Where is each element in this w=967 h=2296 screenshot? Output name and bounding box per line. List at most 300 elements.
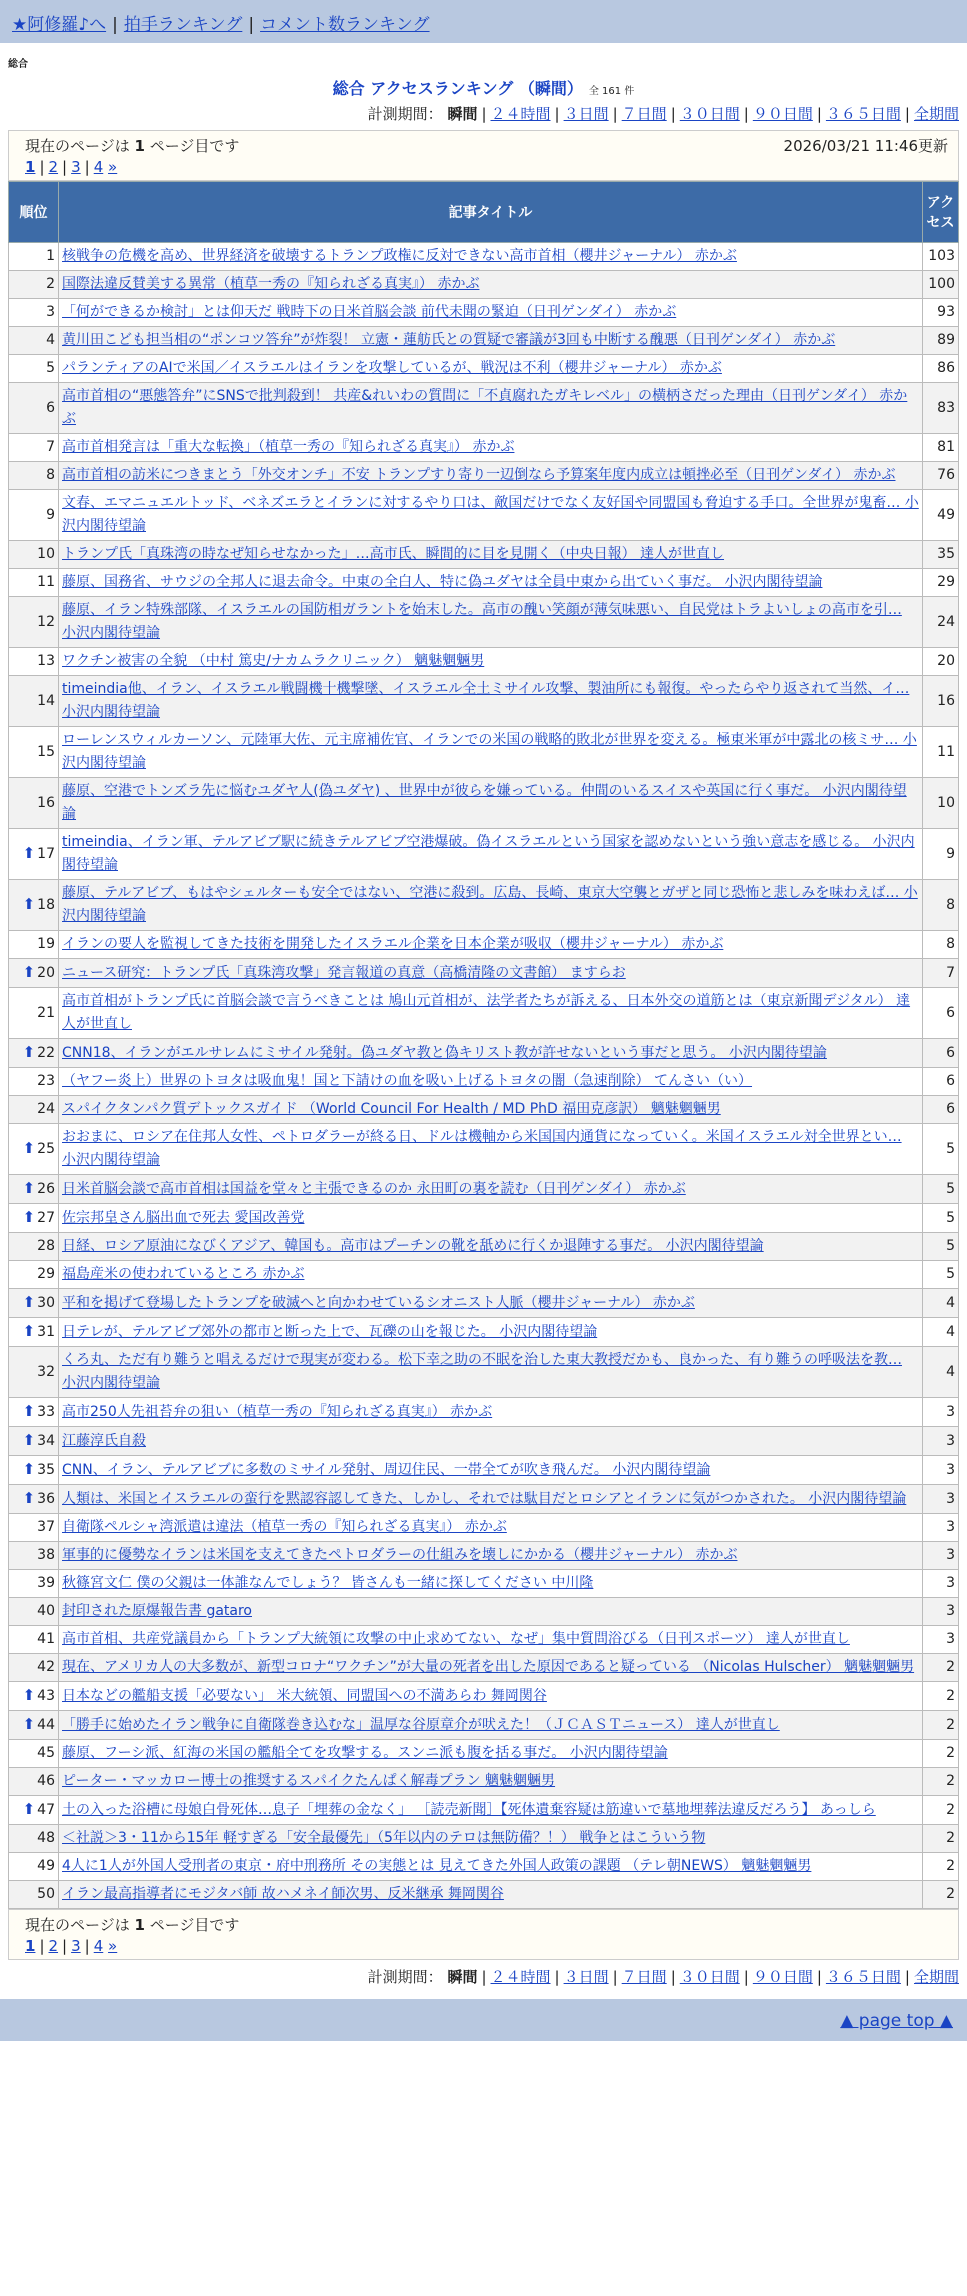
table-row <box>9 1124 959 1175</box>
article-link[interactable]: 日テレが、テルアビブ郊外の都市と断った上で、瓦礫の山を報じた。 小沢内閣待望論 <box>62 1323 598 1340</box>
table-row <box>9 1542 959 1570</box>
page-top-link[interactable]: ▲ page top ▲ <box>840 2011 953 2031</box>
rank-cell <box>9 1853 59 1881</box>
rank-number: 37 <box>37 1519 55 1535</box>
rank-up-icon: ⬆ <box>22 1402 36 1420</box>
title-cell <box>59 541 923 569</box>
rank-number: 24 <box>37 1101 55 1117</box>
period-option[interactable]: ７日間 <box>621 1968 667 1986</box>
table-row <box>9 1825 959 1853</box>
table-row <box>9 1853 959 1881</box>
article-link[interactable]: 藤原、空港でトンズラ先に悩むユダヤ人(偽ユダヤ) 、世界中が彼らを嫌っている。仲間のいるスイスや英国に行く事だ。 小沢内閣待望論 <box>62 783 907 822</box>
page-link[interactable]: 3 <box>71 1937 81 1955</box>
article-link[interactable]: （ヤフー炎上）世界のトヨタは吸血鬼！国と下請けの血を吸い上げるトヨタの闇（急速削除） てんさい（い） <box>62 1073 753 1089</box>
access-count: 10 <box>923 778 959 829</box>
rank-number: 29 <box>37 1266 55 1282</box>
page-info-bottom <box>9 1910 958 1935</box>
access-count: 2 <box>923 1853 959 1881</box>
page-info <box>9 131 958 156</box>
updated-timestamp: 2026/03/21 11:46更新 <box>783 137 948 155</box>
table-row <box>9 541 959 569</box>
title-cell <box>59 1598 923 1626</box>
rank-cell <box>9 1654 59 1682</box>
article-link[interactable]: CNN18、イランがエルサレムにミサイル発射。偽ユダヤ教と偽キリスト教が許せないという事だと思う。 小沢内閣待望論 <box>62 1044 827 1061</box>
article-link[interactable]: 佐宗邦皇さん脳出血で死去 愛国改善党 <box>62 1209 305 1226</box>
period-option[interactable]: 全期間 <box>913 105 959 123</box>
article-link[interactable]: 秋篠宮文仁 僕の父親は一体誰なんでしょう？ 皆さんも一緒に探してください 中川隆 <box>62 1575 594 1591</box>
rank-number: 4 <box>46 332 55 348</box>
rank-cell <box>9 1825 59 1853</box>
article-link[interactable]: ニュース研究：トランプ氏「真珠湾攻撃」発言報道の真意（高橋清隆の文書館） ますらお <box>62 964 626 981</box>
article-link[interactable]: イラン最高指導者にモジタバ師 故ハメネイ師次男、反米継承 舞岡関谷 <box>62 1886 504 1902</box>
rank-cell <box>9 1039 59 1068</box>
rank-number: 13 <box>37 653 55 669</box>
table-row <box>9 988 959 1039</box>
period-option[interactable]: ３６５日間 <box>825 1968 901 1986</box>
access-count: 5 <box>923 1175 959 1204</box>
title-cell <box>59 1881 923 1909</box>
table-row <box>9 434 959 462</box>
article-link[interactable]: 高市首相発言は「重大な転換」（植草一秀の『知られざる真実』） 赤かぶ <box>62 439 515 455</box>
table-row <box>9 1654 959 1682</box>
access-count: 2 <box>923 1825 959 1853</box>
article-link[interactable]: トランプ氏「真珠湾の時なぜ知らせなかった」…高市氏、瞬間的に目を見開く（中央日報） 達人が世直し <box>62 546 725 562</box>
rank-cell <box>9 1233 59 1261</box>
page-link[interactable]: 2 <box>48 158 59 176</box>
rank-number: 23 <box>37 1073 55 1089</box>
title-cell <box>59 1398 923 1427</box>
rank-cell <box>9 1711 59 1740</box>
rank-up-icon: ⬆ <box>22 1139 36 1157</box>
title-cell <box>59 271 923 299</box>
table-row <box>9 1796 959 1825</box>
rank-number: 14 <box>37 692 55 709</box>
next-page-link[interactable]: » <box>108 158 118 176</box>
access-count: 3 <box>923 1427 959 1456</box>
title-cell <box>59 1427 923 1456</box>
rank-up-icon: ⬆ <box>22 1322 36 1340</box>
period-option[interactable]: ２４時間 <box>490 105 551 123</box>
rank-up-icon: ⬆ <box>22 1208 36 1226</box>
table-row <box>9 1485 959 1514</box>
article-link[interactable]: 国際法違反賛美する異常（植草一秀の『知られざる真実』） 赤かぶ <box>62 276 480 292</box>
article-link[interactable]: 封印された原爆報告書 gataro <box>62 1603 252 1619</box>
rank-cell <box>9 1881 59 1909</box>
article-link[interactable]: 4人に1人が外国人受刑者の東京・府中刑務所 その実態とは 見えてきた外国人政策の課題 （テレ朝NEWS） 魑魅魍魎男 <box>62 1858 812 1874</box>
article-link[interactable]: 黄川田こども担当相の“ポンコツ答弁”が炸裂！ 立憲・蓮舫氏との質疑で審議が3回も中断する醜悪（日刊ゲンダイ） 赤かぶ <box>62 332 836 348</box>
table-row <box>9 959 959 988</box>
article-link[interactable]: 高市250人先祖苔弁の狙い（植草一秀の『知られざる真実』） 赤かぶ <box>62 1403 493 1420</box>
access-count: 89 <box>923 327 959 355</box>
rank-cell <box>9 1427 59 1456</box>
access-count: 2 <box>923 1654 959 1682</box>
table-row <box>9 1318 959 1347</box>
access-count: 7 <box>923 959 959 988</box>
page-suffix: ページ目です <box>149 1916 240 1934</box>
access-count: 2 <box>923 1881 959 1909</box>
table-row <box>9 648 959 676</box>
period-option[interactable]: ２４時間 <box>490 1968 551 1986</box>
rank-up-icon: ⬆ <box>22 1293 36 1311</box>
rank-number: 42 <box>37 1659 55 1675</box>
rank-cell <box>9 1096 59 1124</box>
article-link[interactable]: 自衛隊ペルシャ湾派遣は違法（植草一秀の『知られざる真実』） 赤かぶ <box>62 1519 507 1535</box>
pagination-box-bottom <box>8 1909 959 1960</box>
rank-number: 32 <box>37 1363 55 1380</box>
table-row <box>9 299 959 327</box>
title-cell <box>59 1542 923 1570</box>
rank-cell <box>9 434 59 462</box>
table-row <box>9 1204 959 1233</box>
title-cell <box>59 829 923 880</box>
rank-number: 25 <box>37 1141 55 1157</box>
separator: | <box>670 1968 676 1986</box>
article-link[interactable]: 藤原、フーシ派、紅海の米国の艦船全てを攻撃する。スンニ派も腹を括る事だ。 小沢内閣待望論 <box>62 1745 668 1761</box>
separator: | <box>112 15 118 35</box>
period-selector-bottom <box>0 1966 959 1987</box>
title-cell <box>59 1654 923 1682</box>
table-row <box>9 778 959 829</box>
table-row <box>9 383 959 434</box>
table-row <box>9 462 959 490</box>
title-cell <box>59 462 923 490</box>
article-link[interactable]: イランの要人を監視してきた技術を開発したイスラエル企業を日本企業が吸収（櫻井ジャーナル） 赤かぶ <box>62 936 724 952</box>
rank-number: 46 <box>37 1773 55 1789</box>
article-link[interactable]: 高市首相、共産党議員から「トランプ大統領に攻撃の中止求めてない、なぜ」集中質問浴びる（日刊スポーツ） 達人が世直し <box>62 1631 850 1647</box>
title-cell <box>59 1570 923 1598</box>
access-count: 11 <box>923 727 959 778</box>
table-row <box>9 1261 959 1289</box>
title-cell <box>59 1289 923 1318</box>
rank-cell <box>9 271 59 299</box>
article-link[interactable]: 軍事的に優勢なイランは米国を支えてきたペトロダラーの仕組みを壊しにかかる（櫻井ジャーナル） 赤かぶ <box>62 1547 738 1563</box>
title-cell <box>59 931 923 959</box>
article-link[interactable]: 藤原、イラン特殊部隊、イスラエルの国防相ガラントを始末した。高市の醜い笑顔が薄気味悪い、自民党はトラよいしょの高市を引… 小沢内閣待望論 <box>62 602 902 641</box>
article-link[interactable]: 文春、エマニュエルトッド、ベネズエラとイランに対するやり口は、敵国だけでなく友好国や同盟国も脅迫する手口。全世界が鬼畜… 小沢内閣待望論 <box>62 495 919 534</box>
access-count: 20 <box>923 648 959 676</box>
rank-up-icon: ⬆ <box>22 844 36 862</box>
access-count: 83 <box>923 383 959 434</box>
table-header-row <box>9 182 959 243</box>
rank-number: 19 <box>37 936 55 952</box>
category-label: 総合 <box>8 59 28 70</box>
page-link[interactable]: 1 <box>25 158 36 176</box>
access-count: 76 <box>923 462 959 490</box>
period-label: 計測期間： <box>367 105 443 123</box>
table-row <box>9 1598 959 1626</box>
article-link[interactable]: 藤原、テルアビブ、もはやシェルターも安全ではない、空港に殺到。広島、長崎、東京大空襲とガザと同じ恐怖と悲しみを味わえば… 小沢内閣待望論 <box>62 885 918 924</box>
rank-cell <box>9 1347 59 1398</box>
article-link[interactable]: 日本などの艦船支援「必要ない」 米大統領、同盟国への不満あらわ 舞岡関谷 <box>62 1687 547 1704</box>
article-link[interactable]: 高市首相がトランプ氏に首脳会談で言うべきことは 鳩山元首相が、法学者たちが訴える、日本外交の道筋とは（東京新聞デジタル） 達人が世直し <box>62 993 911 1032</box>
title-cell <box>59 1347 923 1398</box>
title-cell <box>59 1096 923 1124</box>
article-link[interactable]: ピーター・マッカロー博士の推奨するスパイクたんぱく解毒プラン 魑魅魍魎男 <box>62 1773 556 1789</box>
title-cell <box>59 959 923 988</box>
access-count: 3 <box>923 1626 959 1654</box>
access-count: 81 <box>923 434 959 462</box>
period-selector <box>0 103 959 124</box>
article-link[interactable]: パランティアのAIで米国／イスラエルはイランを攻撃しているが、戦況は不利（櫻井ジャーナル） 赤かぶ <box>62 360 722 376</box>
rank-cell <box>9 1261 59 1289</box>
access-count: 86 <box>923 355 959 383</box>
rank-up-icon: ⬆ <box>22 895 36 913</box>
period-option: 瞬間 <box>447 105 478 123</box>
rank-cell <box>9 1485 59 1514</box>
period-option[interactable]: ３６５日間 <box>825 105 901 123</box>
rank-number: 12 <box>37 613 55 630</box>
rank-cell <box>9 541 59 569</box>
rank-up-icon: ⬆ <box>22 1431 36 1449</box>
rank-number: 36 <box>37 1491 55 1507</box>
rank-cell <box>9 1682 59 1711</box>
article-link[interactable]: 藤原、国務省、サウジの全邦人に退去命令。中東の全白人、特に偽ユダヤは全員中東から出ていく事だ。 小沢内閣待望論 <box>62 574 823 590</box>
table-row <box>9 1427 959 1456</box>
access-count: 5 <box>923 1261 959 1289</box>
table-row <box>9 1456 959 1485</box>
article-link[interactable]: 土の入った浴槽に母娘白骨死体…息子「埋葬の金なく」 ［読売新聞］【死体遺棄容疑は筋違いで墓地埋葬法違反だろう】 あっしら <box>62 1801 876 1818</box>
rank-number: 48 <box>37 1830 55 1846</box>
table-row <box>9 1740 959 1768</box>
rank-cell <box>9 1796 59 1825</box>
table-row <box>9 1096 959 1124</box>
header-rank: 順位 <box>9 182 59 243</box>
separator: | <box>554 1968 560 1986</box>
separator: | <box>248 15 255 35</box>
page-title <box>0 76 967 99</box>
rank-cell <box>9 778 59 829</box>
period-option[interactable]: ３０日間 <box>679 1968 740 1986</box>
article-link[interactable]: 福島産米の使われているところ 赤かぶ <box>62 1266 305 1282</box>
home-link[interactable]: ★阿修羅♪へ <box>12 15 107 35</box>
access-count: 6 <box>923 988 959 1039</box>
access-count: 3 <box>923 1398 959 1427</box>
table-row <box>9 829 959 880</box>
title-cell <box>59 1175 923 1204</box>
article-link[interactable]: 核戦争の危機を高め、世界経済を破壊するトランプ政権に反対できない高市首相（櫻井ジャーナル） 赤かぶ <box>62 248 737 264</box>
rank-cell <box>9 1289 59 1318</box>
rank-cell <box>9 1514 59 1542</box>
current-page-text <box>25 1914 239 1935</box>
rank-cell <box>9 327 59 355</box>
rank-cell <box>9 676 59 727</box>
rank-up-icon: ⬆ <box>22 1179 36 1197</box>
table-row <box>9 1289 959 1318</box>
access-count: 103 <box>923 243 959 271</box>
access-count: 16 <box>923 676 959 727</box>
title-cell <box>59 1514 923 1542</box>
rank-cell <box>9 1204 59 1233</box>
pager <box>9 156 958 180</box>
page-link[interactable]: 1 <box>25 1937 36 1955</box>
rank-cell <box>9 1768 59 1796</box>
article-link[interactable]: スパイクタンパク質デトックスガイド （World Council For Health / MD PhD 福田克彦訳） 魑魅魍魎男 <box>62 1101 721 1117</box>
rank-cell <box>9 355 59 383</box>
separator: | <box>904 105 910 123</box>
page-suffix: ページ目です <box>149 137 240 155</box>
table-row <box>9 1881 959 1909</box>
separator: | <box>481 1968 487 1986</box>
title-cell <box>59 1796 923 1825</box>
article-link[interactable]: ワクチン被害の全貌 （中村 篤史/ナカムラクリニック） 魑魅魍魎男 <box>62 653 485 669</box>
article-link[interactable]: ローレンスウィルカーソン、元陸軍大佐、元主席補佐官、イランでの米国の戦略的敗北が世界を変える。極東米軍が中露北の核ミサ… 小沢内閣待望論 <box>62 732 917 771</box>
title-cell <box>59 434 923 462</box>
access-count: 5 <box>923 1204 959 1233</box>
title-cell <box>59 597 923 648</box>
rank-cell <box>9 727 59 778</box>
rank-number: 31 <box>37 1324 55 1340</box>
article-link[interactable]: おおまに、ロシア在住邦人女性、ペトロダラーが終る日、ドルは機軸から米国国内通貨になっていく。米国イスラエル対全世界とい… 小沢内閣待望論 <box>62 1129 902 1168</box>
comment-ranking-link[interactable]: コメント数ランキング <box>260 15 430 35</box>
title-cell <box>59 778 923 829</box>
rank-number: 28 <box>37 1238 55 1254</box>
page-link[interactable]: 2 <box>48 1937 59 1955</box>
rank-number: 2 <box>46 276 55 292</box>
ranking-body <box>9 243 959 1909</box>
rank-number: 30 <box>37 1295 55 1311</box>
rank-number: 41 <box>37 1631 55 1647</box>
page-number: 1 <box>134 1916 145 1934</box>
title-cell <box>59 1626 923 1654</box>
article-link[interactable]: CNN、イラン、テルアビブに多数のミサイル発射、周辺住民、一帯全てが吹き飛んだ。 小沢内閣待望論 <box>62 1461 711 1478</box>
access-count: 3 <box>923 1570 959 1598</box>
rank-cell <box>9 1068 59 1096</box>
rank-cell <box>9 1626 59 1654</box>
rank-up-icon: ⬆ <box>22 1800 36 1818</box>
access-count: 2 <box>923 1711 959 1740</box>
access-count: 100 <box>923 271 959 299</box>
title-cell <box>59 355 923 383</box>
article-link[interactable]: 現在、アメリカ人の大多数が、新型コロナ“ワクチン”が大量の死者を出した原因であると疑っている （Nicolas Hulscher） 魑魅魍魎男 <box>62 1659 915 1675</box>
period-option[interactable]: ７日間 <box>621 105 667 123</box>
rank-cell <box>9 462 59 490</box>
table-row <box>9 1175 959 1204</box>
next-page-link[interactable]: » <box>108 1937 118 1955</box>
separator: | <box>62 1937 68 1955</box>
table-row <box>9 1514 959 1542</box>
page-link[interactable]: 4 <box>93 1937 104 1955</box>
rank-up-icon: ⬆ <box>22 963 36 981</box>
rank-cell <box>9 243 59 271</box>
period-option: 瞬間 <box>447 1968 478 1986</box>
period-option[interactable]: ３日間 <box>563 1968 609 1986</box>
access-count: 4 <box>923 1318 959 1347</box>
rank-up-icon: ⬆ <box>22 1460 36 1478</box>
title-cell <box>59 1124 923 1175</box>
article-link[interactable]: 平和を掲げて登場したトランプを破滅へと向かわせているシオニスト人脈（櫻井ジャーナル） 赤かぶ <box>62 1294 695 1311</box>
access-count: 6 <box>923 1039 959 1068</box>
rank-number: 38 <box>37 1547 55 1563</box>
rank-number: 8 <box>46 467 55 483</box>
ranking-title: 総合 アクセスランキング （瞬間） <box>332 79 583 98</box>
period-option[interactable]: ９０日間 <box>752 105 813 123</box>
article-link[interactable]: 江藤淳氏自殺 <box>62 1432 146 1449</box>
table-row <box>9 243 959 271</box>
rank-number: 43 <box>37 1688 55 1704</box>
title-cell <box>59 490 923 541</box>
period-option[interactable]: 全期間 <box>913 1968 959 1986</box>
access-count: 5 <box>923 1233 959 1261</box>
rank-number: 6 <box>46 399 55 416</box>
period-option[interactable]: ３０日間 <box>679 105 740 123</box>
total-count: 全 161 件 <box>588 86 635 97</box>
period-option[interactable]: ３日間 <box>563 105 609 123</box>
ranking-table <box>8 181 959 1909</box>
title-cell <box>59 648 923 676</box>
article-link[interactable]: 高市首相の“悪態答弁”にSNSで批判殺到！ 共産&れいわの質問に「不貞腐れたガキレベル」の横柄さだった理由（日刊ゲンダイ） 赤かぶ <box>62 388 908 427</box>
access-count: 3 <box>923 1485 959 1514</box>
access-count: 8 <box>923 931 959 959</box>
table-row <box>9 1570 959 1598</box>
table-row <box>9 569 959 597</box>
title-cell <box>59 569 923 597</box>
rank-cell <box>9 1398 59 1427</box>
title-cell <box>59 1853 923 1881</box>
period-option[interactable]: ９０日間 <box>752 1968 813 1986</box>
article-link[interactable]: ＜社説＞3・11から15年 軽すぎる「安全最優先」（5年以内のテロは無防備？！） 戦争とはこういう物 <box>62 1830 706 1846</box>
title-cell <box>59 1768 923 1796</box>
table-row <box>9 880 959 931</box>
rank-number: 49 <box>37 1858 55 1874</box>
article-link[interactable]: timeindia、イラン軍、テルアビブ駅に続きテルアビブ空港爆破。偽イスラエルという国家を認めないという強い意志を感じる。 小沢内閣待望論 <box>62 834 915 873</box>
rank-number: 50 <box>37 1886 55 1902</box>
access-count: 6 <box>923 1096 959 1124</box>
rank-number: 3 <box>46 304 55 320</box>
rank-number: 1 <box>46 248 55 264</box>
article-link[interactable]: 高市首相の訪米につきまとう「外交オンチ」不安 トランプすり寄り一辺倒なら予算案年度内成立は頓挫必至（日刊ゲンダイ） 赤かぶ <box>62 467 896 483</box>
article-link[interactable]: 「勝手に始めたイラン戦争に自衛隊巻き込むな」温厚な谷原章介が吠えた！（ＪＣＡＳＴニュース） 達人が世直し <box>62 1716 780 1733</box>
rank-number: 7 <box>46 439 55 455</box>
rank-number: 39 <box>37 1575 55 1591</box>
rank-cell <box>9 1175 59 1204</box>
rank-up-icon: ⬆ <box>22 1043 36 1061</box>
rank-cell <box>9 1740 59 1768</box>
access-count: 9 <box>923 829 959 880</box>
access-count: 3 <box>923 1456 959 1485</box>
access-count: 3 <box>923 1542 959 1570</box>
page-link[interactable]: 4 <box>93 158 104 176</box>
article-link[interactable]: 「何ができるか検討」とは仰天だ 戦時下の日米首脳会談 前代未聞の緊迫（日刊ゲンダイ） 赤かぶ <box>62 304 677 320</box>
rank-cell <box>9 597 59 648</box>
rank-number: 27 <box>37 1210 55 1226</box>
clap-ranking-link[interactable]: 拍手ランキング <box>123 15 243 35</box>
separator: | <box>481 105 487 123</box>
rank-number: 18 <box>37 897 55 913</box>
access-count: 2 <box>923 1768 959 1796</box>
table-row <box>9 1682 959 1711</box>
rank-up-icon: ⬆ <box>22 1489 36 1507</box>
rank-number: 10 <box>37 546 55 562</box>
article-link[interactable]: 日経、ロシア原油になびくアジア、韓国も。高市はプーチンの靴を舐めに行くか退陣する事だ。 小沢内閣待望論 <box>62 1238 764 1254</box>
separator: | <box>816 105 822 123</box>
rank-cell <box>9 1598 59 1626</box>
article-link[interactable]: 人類は、米国とイスラエルの蛮行を黙認容認してきた、しかし、それでは駄目だとロシアとイランに気がつかされた。 小沢内閣待望論 <box>62 1490 907 1507</box>
article-link[interactable]: くろ丸、ただ有り難うと唱えるだけで現実が変わる。松下幸之助の不眠を治した東大教授だかも、良かった、有り難うの呼吸法を教… 小沢内閣待望論 <box>62 1352 902 1391</box>
title-cell <box>59 1682 923 1711</box>
table-row <box>9 271 959 299</box>
access-count: 3 <box>923 1598 959 1626</box>
access-count: 35 <box>923 541 959 569</box>
rank-number: 26 <box>37 1181 55 1197</box>
pagination-box-top <box>8 130 959 181</box>
article-link[interactable]: timeindia他、イラン、イスラエル戦闘機十機撃墜、イスラエル全土ミサイル攻撃、製油所にも報復。やったらやり返されて当然、イ… 小沢内閣待望論 <box>62 681 910 720</box>
rank-cell <box>9 648 59 676</box>
title-cell <box>59 1204 923 1233</box>
title-cell <box>59 243 923 271</box>
article-link[interactable]: 日米首脳会談で高市首相は国益を堂々と主張できるのか 永田町の裏を読む（日刊ゲンダイ） 赤かぶ <box>62 1180 686 1197</box>
separator: | <box>670 105 676 123</box>
page-link[interactable]: 3 <box>71 158 81 176</box>
